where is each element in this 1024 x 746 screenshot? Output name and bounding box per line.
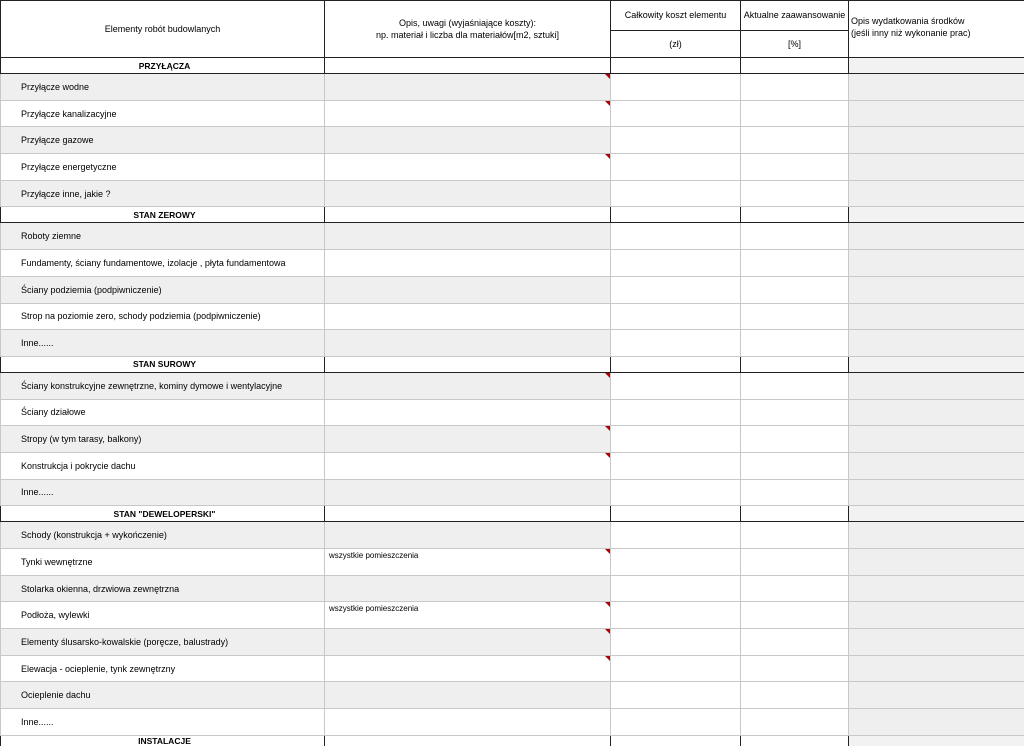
element-name: Schody (konstrukcja + wykończenie) [1, 522, 325, 549]
element-name: Konstrukcja i pokrycie dachu [1, 452, 325, 479]
table-row [1, 74, 1024, 101]
element-name: Przyłącze energetyczne [1, 154, 325, 181]
opis-cell[interactable] [325, 399, 611, 426]
section-zaaw-cell[interactable] [741, 356, 849, 372]
section-title: INSTALACJE [1, 735, 325, 746]
table-row [1, 372, 1024, 399]
section-header [1, 58, 1024, 74]
zaawansowanie-cell[interactable] [741, 372, 849, 399]
section-header [1, 356, 1024, 372]
table-row [1, 276, 1024, 303]
opis-cell[interactable] [325, 479, 611, 506]
wydatkowanie-cell[interactable] [849, 709, 1024, 736]
section-header [1, 735, 1024, 746]
zaawansowanie-cell[interactable] [741, 655, 849, 682]
zaawansowanie-cell[interactable] [741, 180, 849, 207]
opis-cell[interactable] [325, 223, 611, 250]
koszt-cell[interactable] [611, 575, 741, 602]
opis-cell[interactable] [325, 372, 611, 399]
header-zaawansowanie: Aktualne zaawansowanie [741, 1, 849, 31]
section-zaaw-cell[interactable] [741, 207, 849, 223]
wydatkowanie-cell[interactable] [849, 575, 1024, 602]
zaawansowanie-cell[interactable] [741, 276, 849, 303]
zaawansowanie-cell[interactable] [741, 250, 849, 277]
opis-cell[interactable] [325, 276, 611, 303]
koszt-cell[interactable] [611, 602, 741, 629]
zaawansowanie-cell[interactable] [741, 682, 849, 709]
header-elements: Elementy robót budowlanych [1, 1, 325, 58]
table-row [1, 602, 1024, 629]
wydatkowanie-cell[interactable] [849, 223, 1024, 250]
opis-cell[interactable] [325, 682, 611, 709]
element-name: Ocieplenie dachu [1, 682, 325, 709]
table-row [1, 250, 1024, 277]
wydatkowanie-cell[interactable] [849, 602, 1024, 629]
table-row [1, 452, 1024, 479]
wydatkowanie-cell[interactable] [849, 276, 1024, 303]
element-name: Strop na poziomie zero, schody podziemia (podpiwniczenie) [1, 303, 325, 330]
table-row [1, 522, 1024, 549]
table-row [1, 180, 1024, 207]
koszt-cell[interactable] [611, 549, 741, 576]
koszt-cell[interactable] [611, 452, 741, 479]
header-opis: Opis, uwagi (wyjaśniające koszty): np. materiał i liczba dla materiałów[m2, sztuki] [325, 1, 611, 58]
koszt-cell[interactable] [611, 655, 741, 682]
zaawansowanie-cell[interactable] [741, 575, 849, 602]
koszt-cell[interactable] [611, 250, 741, 277]
header-wydatkowanie: Opis wydatkowania środków (jeśli inny niż wykonanie prac) [849, 1, 1024, 58]
section-koszt-cell[interactable] [611, 58, 741, 74]
section-opis-cell[interactable] [325, 356, 611, 372]
element-name: Przyłącze gazowe [1, 127, 325, 154]
koszt-cell[interactable] [611, 127, 741, 154]
section-header [1, 207, 1024, 223]
section-wydatk-cell[interactable] [849, 58, 1024, 74]
koszt-cell[interactable] [611, 709, 741, 736]
header-koszt: Całkowity koszt elementu [611, 1, 741, 31]
koszt-cell[interactable] [611, 372, 741, 399]
table-row [1, 223, 1024, 250]
zaawansowanie-cell[interactable] [741, 602, 849, 629]
wydatkowanie-cell[interactable] [849, 154, 1024, 181]
zaawansowanie-cell[interactable] [741, 426, 849, 453]
element-name: Inne...... [1, 709, 325, 736]
section-koszt-cell[interactable] [611, 207, 741, 223]
zaawansowanie-cell[interactable] [741, 330, 849, 357]
zaawansowanie-cell[interactable] [741, 100, 849, 127]
zaawansowanie-cell[interactable] [741, 549, 849, 576]
element-name: Przyłącze wodne [1, 74, 325, 101]
koszt-cell[interactable] [611, 479, 741, 506]
header-koszt-unit: (zł) [611, 30, 741, 57]
section-opis-cell[interactable] [325, 506, 611, 522]
section-zaaw-cell[interactable] [741, 58, 849, 74]
element-name: Ściany podziemia (podpiwniczenie) [1, 276, 325, 303]
opis-cell[interactable] [325, 303, 611, 330]
zaawansowanie-cell[interactable] [741, 629, 849, 656]
section-koszt-cell[interactable] [611, 356, 741, 372]
section-title: STAN SUROWY [1, 356, 325, 372]
koszt-cell[interactable] [611, 154, 741, 181]
element-name: Przyłącze kanalizacyjne [1, 100, 325, 127]
element-name: Inne...... [1, 479, 325, 506]
koszt-cell[interactable] [611, 303, 741, 330]
table-row [1, 127, 1024, 154]
section-opis-cell[interactable] [325, 58, 611, 74]
zaawansowanie-cell[interactable] [741, 303, 849, 330]
opis-cell[interactable] [325, 330, 611, 357]
section-title: PRZYŁĄCZA [1, 58, 325, 74]
opis-cell[interactable] [325, 655, 611, 682]
element-name: Ściany działowe [1, 399, 325, 426]
koszt-cell[interactable] [611, 330, 741, 357]
section-koszt-cell[interactable] [611, 735, 741, 746]
koszt-cell[interactable] [611, 629, 741, 656]
section-title: STAN "DEWELOPERSKI" [1, 506, 325, 522]
section-header [1, 506, 1024, 522]
opis-cell[interactable] [325, 575, 611, 602]
element-name: Podłoża, wylewki [1, 602, 325, 629]
table-row [1, 682, 1024, 709]
table-row [1, 426, 1024, 453]
wydatkowanie-cell[interactable] [849, 74, 1024, 101]
koszt-cell[interactable] [611, 276, 741, 303]
zaawansowanie-cell[interactable] [741, 452, 849, 479]
element-name: Stolarka okienna, drzwiowa zewnętrzna [1, 575, 325, 602]
section-wydatk-cell[interactable] [849, 506, 1024, 522]
element-name: Stropy (w tym tarasy, balkony) [1, 426, 325, 453]
wydatkowanie-cell[interactable] [849, 682, 1024, 709]
wydatkowanie-cell[interactable] [849, 100, 1024, 127]
opis-cell[interactable] [325, 250, 611, 277]
section-opis-cell[interactable] [325, 207, 611, 223]
section-koszt-cell[interactable] [611, 506, 741, 522]
wydatkowanie-cell[interactable] [849, 452, 1024, 479]
wydatkowanie-cell[interactable] [849, 549, 1024, 576]
table-row [1, 575, 1024, 602]
table-row [1, 330, 1024, 357]
section-zaaw-cell[interactable] [741, 506, 849, 522]
wydatkowanie-cell[interactable] [849, 399, 1024, 426]
section-zaaw-cell[interactable] [741, 735, 849, 746]
section-wydatk-cell[interactable] [849, 207, 1024, 223]
table-row [1, 549, 1024, 576]
element-name: Roboty ziemne [1, 223, 325, 250]
zaawansowanie-cell[interactable] [741, 522, 849, 549]
zaawansowanie-cell[interactable] [741, 74, 849, 101]
opis-cell[interactable]: wszystkie pomieszczenia [325, 602, 611, 629]
wydatkowanie-cell[interactable] [849, 330, 1024, 357]
koszt-cell[interactable] [611, 399, 741, 426]
section-wydatk-cell[interactable] [849, 735, 1024, 746]
zaawansowanie-cell[interactable] [741, 127, 849, 154]
opis-cell[interactable] [325, 452, 611, 479]
header-zaawansowanie-unit: [%] [741, 30, 849, 57]
table-row [1, 154, 1024, 181]
table-row [1, 303, 1024, 330]
element-name: Tynki wewnętrzne [1, 549, 325, 576]
table-row [1, 629, 1024, 656]
wydatkowanie-cell[interactable] [849, 127, 1024, 154]
koszt-cell[interactable] [611, 426, 741, 453]
koszt-cell[interactable] [611, 100, 741, 127]
wydatkowanie-cell[interactable] [849, 250, 1024, 277]
wydatkowanie-cell[interactable] [849, 629, 1024, 656]
section-wydatk-cell[interactable] [849, 356, 1024, 372]
table-row [1, 100, 1024, 127]
section-title: STAN ZEROWY [1, 207, 325, 223]
koszt-cell[interactable] [611, 223, 741, 250]
opis-cell[interactable] [325, 154, 611, 181]
element-name: Fundamenty, ściany fundamentowe, izolacje , płyta fundamentowa [1, 250, 325, 277]
wydatkowanie-cell[interactable] [849, 180, 1024, 207]
wydatkowanie-cell[interactable] [849, 522, 1024, 549]
koszt-cell[interactable] [611, 180, 741, 207]
opis-cell[interactable] [325, 74, 611, 101]
table-row [1, 479, 1024, 506]
table-row [1, 655, 1024, 682]
koszt-cell[interactable] [611, 522, 741, 549]
zaawansowanie-cell[interactable] [741, 223, 849, 250]
opis-cell[interactable] [325, 127, 611, 154]
element-name: Elementy ślusarsko-kowalskie (poręcze, balustrady) [1, 629, 325, 656]
opis-cell[interactable] [325, 522, 611, 549]
zaawansowanie-cell[interactable] [741, 479, 849, 506]
wydatkowanie-cell[interactable] [849, 479, 1024, 506]
zaawansowanie-cell[interactable] [741, 399, 849, 426]
opis-cell[interactable] [325, 426, 611, 453]
table-row [1, 399, 1024, 426]
element-name: Przyłącze inne, jakie ? [1, 180, 325, 207]
element-name: Ściany konstrukcyjne zewnętrzne, kominy dymowe i wentylacyjne [1, 372, 325, 399]
section-opis-cell[interactable] [325, 735, 611, 746]
zaawansowanie-cell[interactable] [741, 154, 849, 181]
table-row [1, 709, 1024, 736]
element-name: Elewacja - ocieplenie, tynk zewnętrzny [1, 655, 325, 682]
wydatkowanie-cell[interactable] [849, 426, 1024, 453]
koszt-cell[interactable] [611, 74, 741, 101]
opis-cell[interactable] [325, 629, 611, 656]
wydatkowanie-cell[interactable] [849, 303, 1024, 330]
opis-cell[interactable]: wszystkie pomieszczenia [325, 549, 611, 576]
opis-cell[interactable] [325, 100, 611, 127]
opis-cell[interactable] [325, 709, 611, 736]
wydatkowanie-cell[interactable] [849, 372, 1024, 399]
koszt-cell[interactable] [611, 682, 741, 709]
element-name: Inne...... [1, 330, 325, 357]
opis-cell[interactable] [325, 180, 611, 207]
zaawansowanie-cell[interactable] [741, 709, 849, 736]
wydatkowanie-cell[interactable] [849, 655, 1024, 682]
